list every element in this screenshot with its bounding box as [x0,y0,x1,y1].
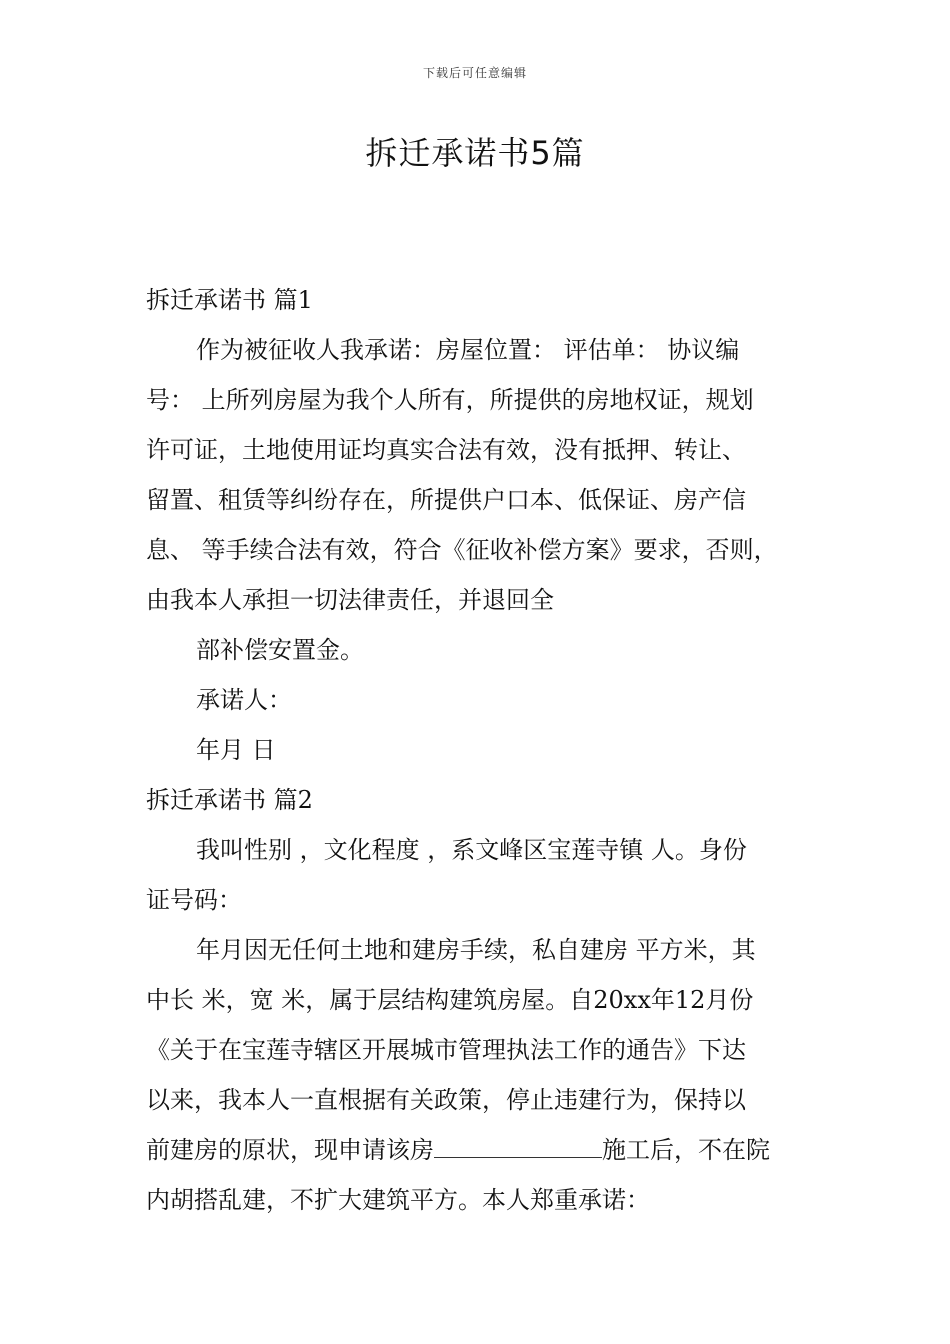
paragraph-line: 部补偿安置金。 [196,636,364,664]
signer-label: 承诺人： [196,686,292,714]
fill-in-blank [434,1137,602,1158]
paragraph-line [146,1134,770,1166]
paragraph-line: 以来，我本人一直根据有关政策，停止违建行为，保持以 [146,1086,746,1114]
paragraph-line: 中长 米，宽 米，属于层结构建筑房屋。自20xx年12月份 [146,986,754,1014]
header-note: 下载后可任意编辑 [422,66,527,80]
paragraph-line: 内胡搭乱建，不扩大建筑平方。本人郑重承诺： [146,1186,650,1214]
paragraph-line: 证号码： [146,886,242,914]
paragraph-line: 许可证，土地使用证均真实合法有效，没有抵押、转让、 [146,436,746,464]
paragraph-line: 年月因无任何土地和建房手续，私自建房 平方米，其 [196,936,756,964]
paragraph-line: 留置、租赁等纠纷存在，所提供户口本、低保证、房产信 [146,486,746,514]
date-label: 年月 日 [196,736,276,764]
paragraph-line: 《关于在宝莲寺辖区开展城市管理执法工作的通告》下达 [146,1036,746,1064]
paragraph-line: 作为被征收人我承诺：房屋位置： 评估单： 协议编 [196,336,740,364]
paragraph-line: 我叫性别 ，文化程度 ，系文峰区宝莲寺镇 人。身份 [196,836,747,864]
section-heading: 拆迁承诺书 篇1 [146,286,313,314]
line-text: 前建房的原状，现申请该房 [146,1136,434,1164]
paragraph-line: 号： 上所列房屋为我个人所有，所提供的房地权证，规划 [146,386,754,414]
section-heading: 拆迁承诺书 篇2 [146,786,313,814]
line-text: 施工后，不在院 [602,1136,770,1164]
document-title: 拆迁承诺书5篇 [365,134,585,172]
paragraph-line: 由我本人承担一切法律责任，并退回全 [146,586,554,614]
paragraph-line: 息、 等手续合法有效，符合《征收补偿方案》要求，否则， [146,536,778,564]
